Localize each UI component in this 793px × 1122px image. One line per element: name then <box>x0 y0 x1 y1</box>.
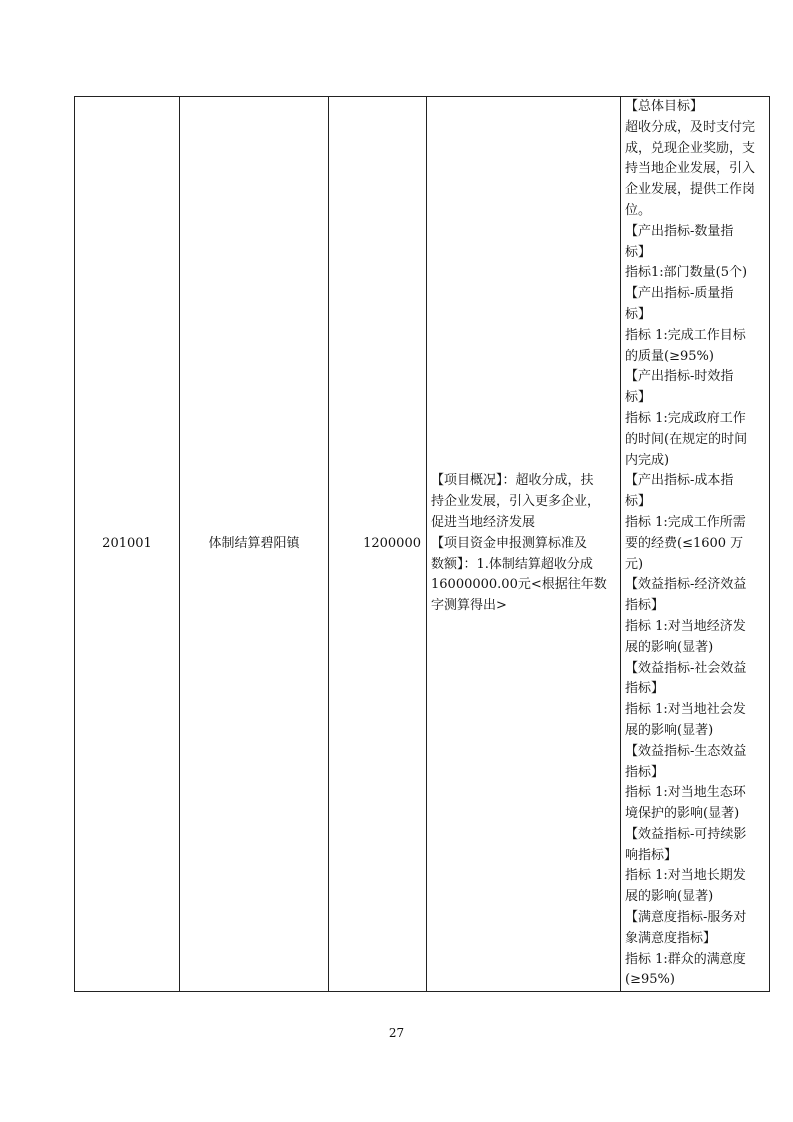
performance-line: 指标 1:对当地经济发 <box>625 618 746 634</box>
performance-line: 【产出指标-成本指 <box>625 473 734 489</box>
performance-line: 企业发展，提供工作岗 <box>625 182 756 198</box>
performance-line: 标】 <box>625 390 652 406</box>
table-row <box>75 97 770 992</box>
performance-line: 指标】 <box>625 598 665 614</box>
performance-line: 展的影响(显著) <box>625 639 714 655</box>
project-name-cell: 体制结算碧阳镇 <box>180 97 329 992</box>
performance-line: 象满意度指标】 <box>625 930 717 946</box>
performance-line: 指标 1:完成政府工作 <box>625 410 746 426</box>
description-line: 持企业发展，引入更多企业， <box>431 494 601 510</box>
description-line: 16000000.00元<根据往年数 <box>431 577 607 593</box>
performance-line: 指标 1:对当地生态环 <box>625 785 746 801</box>
project-description-text <box>431 471 617 617</box>
performance-line: 持当地企业发展，引入 <box>625 161 756 177</box>
performance-line: 【产出指标-质量指 <box>625 286 734 302</box>
project-code-cell: 201001 <box>75 97 180 992</box>
performance-line: 指标 1:对当地社会发 <box>625 702 746 718</box>
performance-line: 标】 <box>625 306 652 322</box>
performance-line: 标】 <box>625 244 652 260</box>
performance-line: 【效益指标-经济效益 <box>625 577 747 593</box>
description-line: 【项目概况】：超收分成，扶 <box>431 473 594 489</box>
performance-targets-text <box>625 97 765 991</box>
description-line: 【项目资金申报测算标准及 <box>431 535 588 551</box>
performance-line: (≥95%) <box>625 972 675 988</box>
performance-line: 指标 1:完成工作所需 <box>625 514 746 530</box>
project-description-cell <box>427 97 621 992</box>
performance-line: 【满意度指标-服务对 <box>625 910 747 926</box>
performance-line: 成，兑现企业奖励，支 <box>625 140 756 156</box>
description-line: 数额】：1.体制结算超收分成 <box>431 556 593 572</box>
project-table <box>74 96 770 992</box>
performance-line: 【效益指标-社会效益 <box>625 660 747 676</box>
performance-targets-cell <box>621 97 770 992</box>
description-line: 促进当地经济发展 <box>431 514 536 530</box>
performance-line: 指标1:部门数量(5个) <box>625 265 748 281</box>
performance-line: 【产出指标-时效指 <box>625 369 734 385</box>
performance-line: 标】 <box>625 494 652 510</box>
performance-line: 展的影响(显著) <box>625 889 714 905</box>
performance-line: 【产出指标-数量指 <box>625 223 734 239</box>
performance-line: 指标】 <box>625 681 665 697</box>
performance-line: 境保护的影响(显著) <box>625 806 740 822</box>
performance-line: 位。 <box>625 202 652 218</box>
performance-line: 内完成) <box>625 452 670 468</box>
performance-line: 超收分成，及时支付完 <box>625 119 756 135</box>
performance-line: 【效益指标-可持续影 <box>625 826 747 842</box>
performance-line: 展的影响(显著) <box>625 722 714 738</box>
performance-line: 指标 1:群众的满意度 <box>625 951 746 967</box>
project-amount-cell: 1200000 <box>329 97 427 992</box>
performance-line: 的时间(在规定的时间 <box>625 431 748 447</box>
performance-line: 指标 1:对当地长期发 <box>625 868 746 884</box>
performance-line: 指标】 <box>625 764 665 780</box>
performance-line: 元) <box>625 556 644 572</box>
performance-line: 【总体目标】 <box>625 99 704 114</box>
performance-line: 【效益指标-生态效益 <box>625 743 747 759</box>
performance-line: 要的经费(≤1600 万 <box>625 535 744 551</box>
performance-line: 指标 1:完成工作目标 <box>625 327 746 343</box>
performance-line: 响指标】 <box>625 847 678 863</box>
page-number: 27 <box>388 1026 405 1040</box>
description-line: 字测算得出> <box>431 598 507 614</box>
performance-line: 的质量(≥95%) <box>625 348 714 364</box>
